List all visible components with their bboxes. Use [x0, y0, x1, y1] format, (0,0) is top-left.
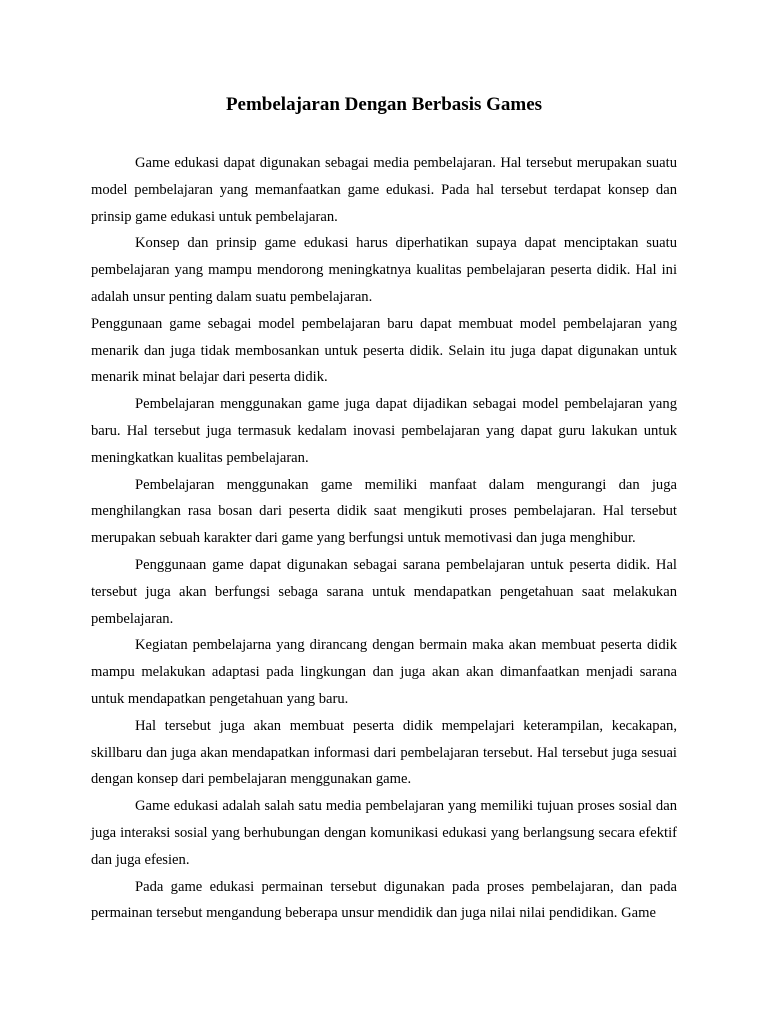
paragraph-6: Penggunaan game dapat digunakan sebagai sarana pembelajaran untuk peserta didik. Hal tersebut juga akan berfungsi sebaga sarana untuk mendapatkan pengetahuan saat melakukan pembelajaran.: [91, 556, 677, 627]
paragraph-1: Game edukasi dapat digunakan sebagai media pembelajaran. Hal tersebut merupakan suatu model pembelajaran yang memanfaatkan game edukasi. Pada hal tersebut terdapat konsep dan prinsip game edukasi untuk pembelajaran.: [91, 155, 677, 225]
paragraph-9: Game edukasi adalah salah satu media pembelajaran yang memiliki tujuan proses sosial dan juga interaksi sosial yang berhubungan dengan komunikasi edukasi yang berlangsung secara efektif dan juga efesien.: [91, 798, 677, 868]
paragraph-5: Pembelajaran menggunakan game memiliki manfaat dalam mengurangi dan juga menghilangkan rasa bosan dari peserta didik saat mengikuti proses pembelajaran. Hal tersebut merupakan sebuah karakter dari game yang berfungsi untuk memotivasi dan juga menghibur.: [91, 476, 677, 547]
paragraph-3: Penggunaan game sebagai model pembelajaran baru dapat membuat model pembelajaran yang menarik dan juga tidak membosankan untuk peserta didik. Selain itu juga dapat digunakan untuk menarik minat belajar dari peserta didik.: [91, 315, 677, 386]
paragraph-10: Pada game edukasi permainan tersebut digunakan pada proses pembelajaran, dan pada permainan tersebut mengandung beberapa unsur mendidik dan juga nilai nilai pendidikan. Game: [91, 878, 677, 922]
paragraph-8: Hal tersebut juga akan membuat peserta didik mempelajari keterampilan, kecakapan, skillbaru dan juga akan mendapatkan informasi dari pembelajaran tersebut. Hal tersebut juga sesuai dengan konsep dari pembelajaran menggunakan game.: [91, 717, 677, 788]
paragraph-7: Kegiatan pembelajarna yang dirancang dengan bermain maka akan membuat peserta didik mampu melakukan adaptasi pada lingkungan dan juga akan akan dimanfaatkan menjadi sarana untuk mendapatkan pengetahuan yang baru.: [91, 637, 677, 707]
document-body: [91, 150, 677, 927]
paragraph-4: Pembelajaran menggunakan game juga dapat dijadikan sebagai model pembelajaran yang baru. Hal tersebut juga termasuk kedalam inovasi pembelajaran yang dapat guru lakukan untuk meningkatkan kualitas pembelajaran.: [91, 396, 677, 466]
document-title: Pembelajaran Dengan Berbasis Games: [225, 94, 543, 115]
paragraph-2: Konsep dan prinsip game edukasi harus diperhatikan supaya dapat menciptakan suatu pembelajaran yang mampu mendorong meningkatnya kualitas pembelajaran peserta didik. Hal ini adalah unsur penting dalam suatu pembelajaran.: [91, 235, 677, 305]
